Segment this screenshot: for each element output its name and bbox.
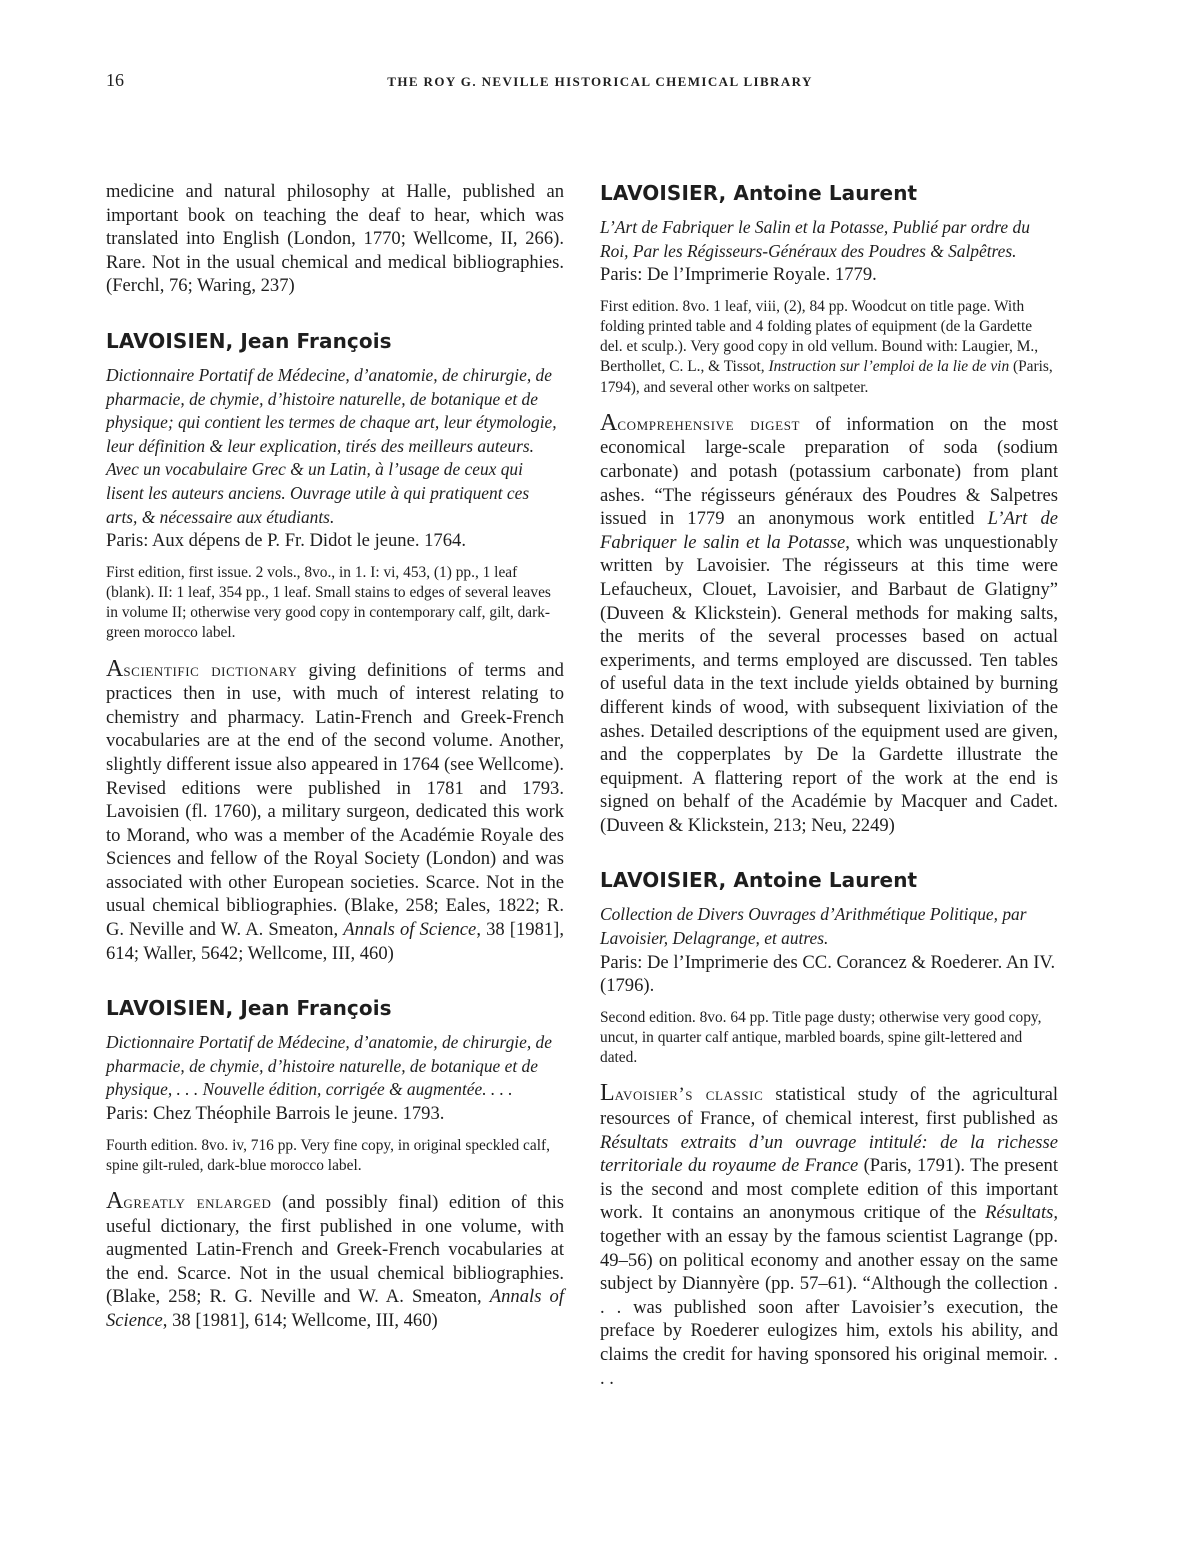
book-title: L’Art de Fabriquer le Salin et la Potasse, Publié par ordre du Roi, Par les Régisseurs-Généraux des Poudres & Salpêtres. bbox=[600, 217, 1030, 261]
left-column bbox=[106, 180, 564, 1333]
imprint: Paris: Aux dépens de P. Fr. Didot le jeune. 1764. bbox=[106, 530, 466, 552]
note-paragraph bbox=[106, 1190, 564, 1333]
collation: Second edition. 8vo. 64 pp. Title page dusty; otherwise very good copy, uncut, in quarter calf antique, marbled boards, spine gilt-lettered and dated. bbox=[600, 1008, 1042, 1067]
drop-initial: A bbox=[106, 1188, 124, 1215]
book-title: Dictionnaire Portatif de Médecine, d’anatomie, de chirurgie, de pharmacie, de chymie, d’histoire naturelle, de botanique et de physique; qui contient les termes de chaque art, leur étymologie, leur définition & leur explication, tirés des meilleurs auteurs. Avec un vocabulaire Grec & un Latin, à l’usage de ceux qui lisent les auteurs anciens. Ouvrage utile à qui pratiquent ces arts, & nécessaire aux étudiants. bbox=[106, 364, 557, 527]
book-title: Dictionnaire Portatif de Médecine, d’anatomie, de chirurgie, de pharmacie, de chymie, d’histoire naturelle, de botanique et de physique, . . . Nouvelle édition, corrigée & augmentée. . . . bbox=[106, 1032, 552, 1100]
smallcaps-lead: scientific dictionary bbox=[123, 659, 298, 681]
note-paragraph bbox=[600, 409, 1058, 838]
entry-lavoisier-1779 bbox=[600, 180, 1058, 837]
book-title: Collection de Divers Ouvrages d’Arithmétique Politique, par Lavoisier, Delagrange, et autres. bbox=[600, 904, 1027, 949]
note-paragraph bbox=[600, 1082, 1058, 1390]
smallcaps-lead: greatly enlarged bbox=[123, 1192, 272, 1214]
right-column bbox=[600, 180, 1058, 1390]
bound-with-title: Instruction sur l’emploi de la lie de vin bbox=[768, 358, 1010, 376]
entry-heading: LAVOISIEN, Jean François bbox=[106, 328, 392, 353]
imprint: Paris: Chez Théophile Barrois le jeune. 1793. bbox=[106, 1103, 445, 1125]
running-head: THE ROY G. NEVILLE HISTORICAL CHEMICAL LIBRARY bbox=[387, 74, 813, 89]
entry-heading: LAVOISIER, Antoine Laurent bbox=[600, 868, 918, 893]
drop-initial: A bbox=[106, 655, 124, 682]
collation: First edition, first issue. 2 vols., 8vo., in 1. I: vi, 453, (1) pp., 1 leaf (blank). II: 1 leaf, 354 pp., 1 leaf. Small stains to edges of several leaves in volume II; otherwise very good copy in contemporary calf, gilt, dark-green morocco label. bbox=[106, 563, 551, 642]
collation-text: First edition. 8vo. 1 leaf, viii, (2), 84 pp. Woodcut on title page. With folding printed table and 4 folding plates of equipment (de la Gardette del. et sculp.). Very good copy in old vellum. Bound with: Laugier, M., Berthollet, C. L., & Tissot, bbox=[600, 297, 1039, 376]
note-text: of information on the most economical large-scale preparation of soda (sodium carbonate) and potash (potassium carbonate) from plant ashes. “The régisseurs généraux des Poudres & Salpetres issued in 1779 an anonymous work entitled bbox=[600, 413, 1058, 530]
entry-lavoisien-1793 bbox=[106, 995, 564, 1332]
note-text: , 38 [1981], 614; Waller, 5642; Wellcome, III, 460) bbox=[106, 919, 565, 964]
note-text: (Paris, 1791). The present is the second and most complete edition of this important work. It contains an anonymous critique of the bbox=[600, 1155, 1058, 1224]
drop-initial: A bbox=[600, 409, 618, 436]
imprint: Paris: De l’Imprimerie Royale. 1779. bbox=[600, 264, 877, 286]
cited-title: L’Art de Fabriquer le salin et la Potasse bbox=[600, 508, 1058, 553]
journal-title: Annals of Science bbox=[343, 919, 477, 941]
note-text: statistical study of the agricultural resources of France, of chemical interest, first published as bbox=[600, 1084, 1058, 1130]
collation bbox=[600, 297, 1058, 398]
entry-heading: LAVOISIEN, Jean François bbox=[106, 996, 392, 1021]
imprint: Paris: De l’Imprimerie des CC. Corancez & Roederer. An IV. (1796). bbox=[600, 951, 1056, 997]
continued-paragraph: medicine and natural philosophy at Halle, published an important book on teaching the deaf to hear, which was translated into English (London, 1770; Wellcome, II, 266). Rare. Not in the usual chemical and medical bibliographies. (Ferchl, 76; Waring, 237) bbox=[106, 181, 564, 297]
note-paragraph bbox=[106, 655, 565, 966]
note-text: (and possibly final) edition of this useful dictionary, the first published in one volume, with augmented Latin-French and Greek-French vocabularies at the end. Scarce. Not in the usual chemical bibliographies. (Blake, 258; R. G. Neville and W. A. Smeaton, bbox=[106, 1192, 564, 1308]
note-text: together with an essay by the famous scientist Lagrange (pp. 49–56) on political economy and another essay on the same subject by Diannyère (pp. 57–61). “Although the collection . . . was published soon after Lavoisier’s execution, the preface by Roederer eulogizes him, extols his ability, and claims the credit for having sponsored his original memoir. . . . bbox=[600, 1226, 1058, 1389]
cited-title: Résultats, bbox=[985, 1202, 1058, 1224]
smallcaps-lead: comprehensive digest bbox=[617, 413, 801, 435]
collation: Fourth edition. 8vo. iv, 716 pp. Very fine copy, in original speckled calf, spine gilt-ruled, dark-blue morocco label. bbox=[106, 1136, 550, 1174]
smallcaps-lead: avoisier’s classic bbox=[614, 1084, 764, 1106]
note-text: , which was unquestionably written by Lavoisier. The régisseurs at this time were Lefaucheux, Clouet, Lavoisier, and Barbaut de Glatigny” (Duveen & Klickstein). General methods for making salts, the merits of the several processes based on actual experiments, and terms employed are discussed. Ten tables of useful data in the text include yields obtained by burning different kinds of wood, with subsequent lixiviation of the ashes. Detailed descriptions of the equipment used are given, and the copperplates by De la Gardette illustrate the equipment. A flattering report of the work at the end is signed on behalf of the Académie by Macquer and Cadet. (Duveen & Klickstein, 213; Neu, 2249) bbox=[600, 531, 1058, 836]
page-number: 16 bbox=[106, 70, 124, 90]
collation-text: (Paris, 1794), and several other works on saltpeter. bbox=[600, 358, 1053, 396]
entry-heading: LAVOISIER, Antoine Laurent bbox=[600, 181, 918, 205]
entry-lavoisien-1764 bbox=[106, 328, 564, 965]
cited-title: Résultats extraits d’un ouvrage intitulé: de la richesse territoriale du royaume de France bbox=[600, 1131, 1058, 1177]
note-text: , 38 [1981], 614; Wellcome, III, 460) bbox=[162, 1310, 438, 1331]
entry-lavoisier-1796 bbox=[600, 867, 1058, 1390]
journal-title: Annals of Science bbox=[106, 1286, 564, 1331]
drop-initial: L bbox=[600, 1080, 615, 1107]
note-text: giving definitions of terms and practices then in use, with much of interest relating to chemistry and pharmacy. Latin-French and Greek-French vocabularies are at the end of the second volume. Another, slightly different issue also appeared in 1764 (see Wellcome). Revised editions were published in 1781 and 1793. Lavoisien (fl. 1760), a military surgeon, dedicated this work to Morand, who was a member of the Académie Royale des Sciences and fellow of the Royal Society (London) and was associated with other European societies. Scarce. Not in the usual chemical bibliographies. (Blake, 258; Eales, 1822; R. G. Neville and W. A. Smeaton, bbox=[106, 659, 564, 941]
